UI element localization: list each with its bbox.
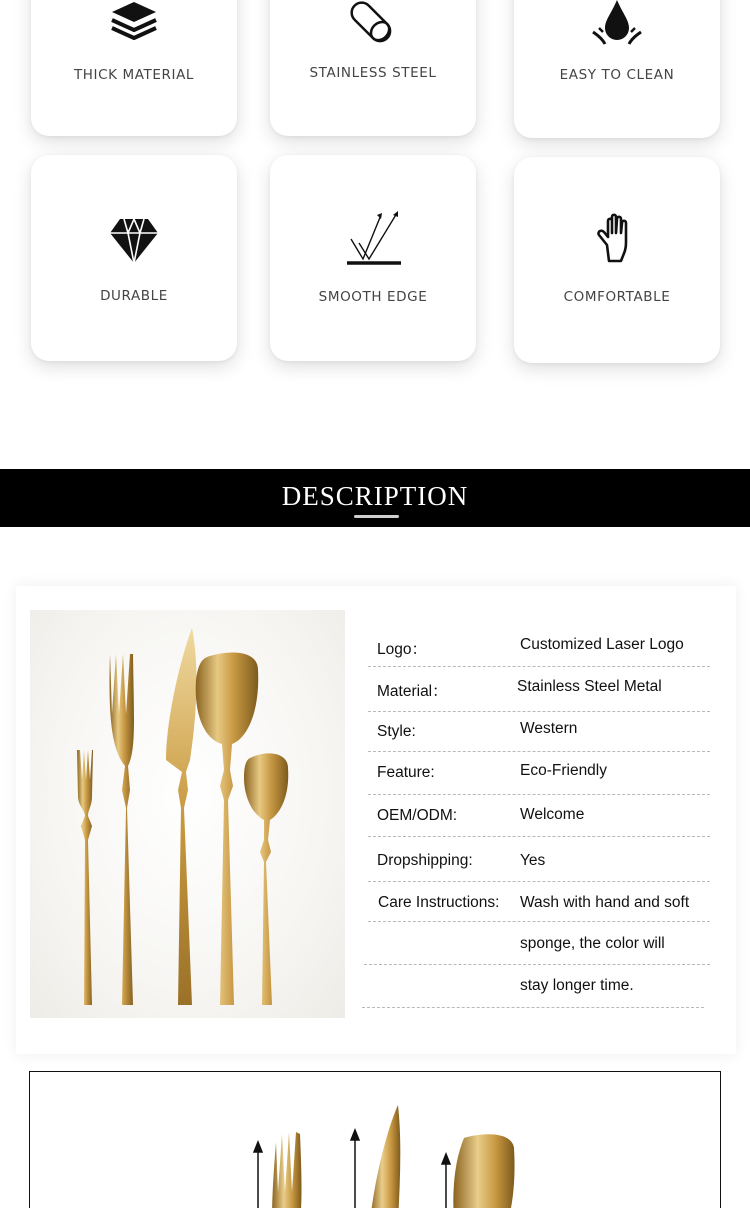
spec-value: stay longer time. xyxy=(520,977,634,994)
spec-key: Style: xyxy=(377,723,416,740)
glove-hand-icon xyxy=(589,211,645,267)
description-title: DESCRIPTION xyxy=(281,481,469,511)
large-spoon xyxy=(196,653,259,1005)
spec-value: Welcome xyxy=(520,806,585,823)
dimension-diagram-frame xyxy=(29,1071,721,1208)
diamond-icon xyxy=(106,213,162,269)
steel-rod-icon xyxy=(345,0,401,52)
feature-card-easy-to-clean xyxy=(514,0,720,138)
spec-value: Eco-Friendly xyxy=(520,762,607,779)
feature-card-comfortable xyxy=(514,157,720,363)
feature-label: COMFORTABLE xyxy=(563,289,671,305)
cutlery-dimension-image xyxy=(30,1072,722,1208)
dimension-arrow xyxy=(254,1142,262,1208)
spoon-top xyxy=(453,1134,514,1208)
spec-key: Dropshipping: xyxy=(377,852,473,869)
feature-label: EASY TO CLEAN xyxy=(559,67,675,83)
spec-value: Western xyxy=(520,720,578,737)
dimension-arrow xyxy=(351,1130,359,1208)
spec-value: Yes xyxy=(520,852,546,869)
cutlery-product-image xyxy=(30,610,345,1018)
layers-icon xyxy=(106,0,162,54)
spec-key: Material： xyxy=(377,683,448,700)
dinner-fork xyxy=(110,654,134,1005)
feature-card-smooth-edge xyxy=(270,155,476,361)
dimension-arrow xyxy=(442,1154,450,1208)
spec-value: sponge, the color will xyxy=(520,935,665,952)
small-spoon xyxy=(244,753,288,1005)
spec-key: Feature: xyxy=(377,764,435,781)
feature-card-stainless-steel xyxy=(270,0,476,136)
feature-card-durable xyxy=(31,155,237,361)
spec-value: Customized Laser Logo xyxy=(520,636,684,653)
small-fork xyxy=(77,750,93,1005)
feature-label: SMOOTH EDGE xyxy=(318,289,428,305)
fork-top xyxy=(272,1132,302,1208)
feature-label: THICK MATERIAL xyxy=(73,67,195,83)
feature-label: STAINLESS STEEL xyxy=(309,65,437,81)
knife-top xyxy=(370,1105,400,1208)
description-underline xyxy=(354,515,399,518)
feature-label: DURABLE xyxy=(100,288,168,304)
smooth-edge-icon xyxy=(341,205,405,269)
spec-key: OEM/ODM: xyxy=(377,807,458,824)
spec-key: Care Instructions: xyxy=(378,894,500,911)
spec-value: Stainless Steel Metal xyxy=(517,678,662,695)
spec-key: Logo： xyxy=(377,641,427,658)
knife xyxy=(166,628,196,1005)
feature-card-thick-material xyxy=(31,0,237,136)
description-header-bar xyxy=(0,469,750,527)
water-drop-icon xyxy=(589,0,645,52)
spec-value: Wash with hand and soft xyxy=(520,894,690,911)
